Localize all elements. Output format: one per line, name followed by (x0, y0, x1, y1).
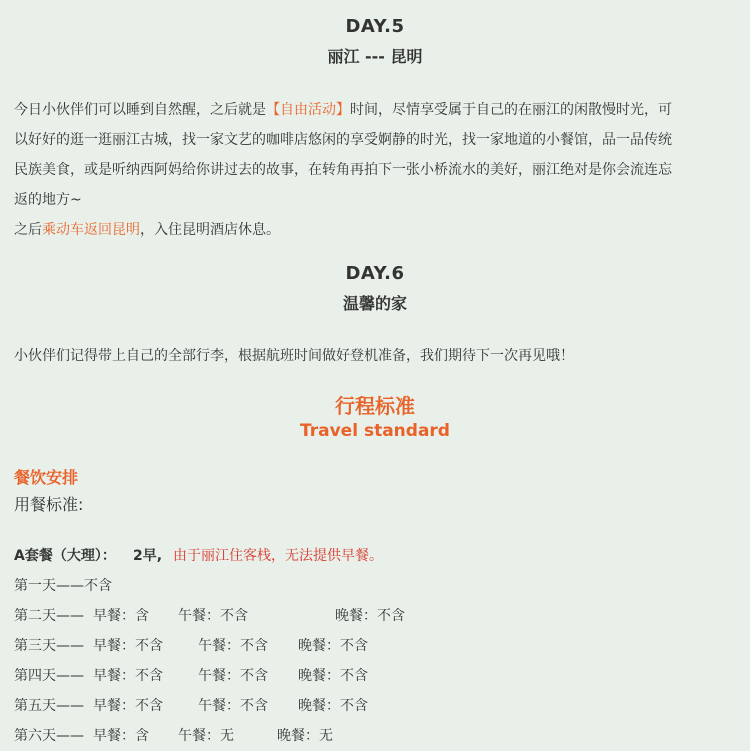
meal-breakfast: 早餐：含 (93, 728, 149, 744)
day5-text-d: ，入住昆明酒店休息。 (140, 222, 280, 238)
meal-breakfast: 早餐：含 (93, 608, 149, 624)
standard-title-en: Travel standard (300, 421, 450, 441)
meal-dinner: 晚餐：不含 (298, 638, 368, 654)
meal-lunch: 午餐：不含 (178, 608, 248, 624)
meal-day-row (0, 601, 750, 631)
meal-day-row (0, 661, 750, 691)
meals-heading: 餐饮安排 (14, 468, 79, 487)
meal-day-row (0, 631, 750, 661)
meal-lunch: 午餐：不含 (198, 668, 268, 684)
plan-a-note: 由于丽江住客栈，无法提供早餐。 (173, 548, 383, 564)
meal-day-row (0, 571, 750, 601)
day5-title: DAY.5 (345, 16, 405, 37)
meal-dinner: 晚餐：不含 (298, 668, 368, 684)
meals-label: 用餐标准: (14, 495, 84, 514)
day6-title: DAY.6 (345, 263, 405, 284)
standard-title-cn: 行程标准 (335, 394, 415, 418)
day5-route: 丽江 --- 昆明 (327, 47, 423, 66)
plan-a-label: A套餐（大理）： (14, 548, 116, 564)
meal-lunch: 午餐：不含 (198, 638, 268, 654)
meal-breakfast: 早餐：不含 (93, 698, 163, 714)
meal-day-label: 第五天—— (14, 698, 84, 714)
day5-text-a: 今日小伙伴们可以睡到自然醒，之后就是 (14, 102, 266, 118)
meal-day-label: 第二天—— (14, 608, 84, 624)
day5-line2: 以好好的逛一逛丽江古城，找一家文艺的咖啡店悠闲的享受婀静的时光，找一家地道的小餐馆，品一品传统 (14, 132, 672, 148)
day5-line4: 返的地方~ (14, 192, 82, 208)
day6-paragraph: 小伙伴们记得带上自己的全部行李，根据航班时间做好登机准备，我们期待下一次再见哦！ (14, 348, 574, 364)
meal-day-row (0, 691, 750, 721)
plan-a-row (0, 541, 750, 571)
meal-lunch: 午餐：不含 (198, 698, 268, 714)
day6-route: 温馨的家 (342, 294, 407, 313)
meal-day-label: 第四天—— (14, 668, 84, 684)
meal-day-label: 第六天—— (14, 728, 84, 744)
day5-line5 (14, 215, 736, 245)
meal-day-label: 第三天—— (14, 638, 84, 654)
day5-paragraph (0, 95, 750, 245)
meal-lunch: 午餐：无 (178, 728, 234, 744)
meal-dinner: 晚餐：无 (277, 728, 333, 744)
train-highlight: 乘动车返回昆明 (42, 222, 140, 238)
meal-breakfast: 早餐：不含 (93, 668, 163, 684)
meal-day-label: 第一天——不含 (14, 578, 112, 594)
meal-dinner: 晚餐：不含 (335, 608, 405, 624)
day5-text-b: 时间，尽情享受属于自己的在丽江的闲散慢时光，可 (350, 102, 672, 118)
meal-day-row (0, 721, 750, 751)
plan-a-count: 2早, (133, 548, 163, 564)
meal-breakfast: 早餐：不含 (93, 638, 163, 654)
free-activity-highlight: 【自由活动】 (266, 102, 350, 118)
day5-text-c: 之后 (14, 222, 42, 238)
day5-line1 (14, 95, 736, 125)
day5-line3: 民族美食，或是听纳西阿妈给你讲过去的故事，在转角再拍下一张小桥流水的美好，丽江绝对是你会流连忘 (14, 162, 672, 178)
meal-dinner: 晚餐：不含 (298, 698, 368, 714)
